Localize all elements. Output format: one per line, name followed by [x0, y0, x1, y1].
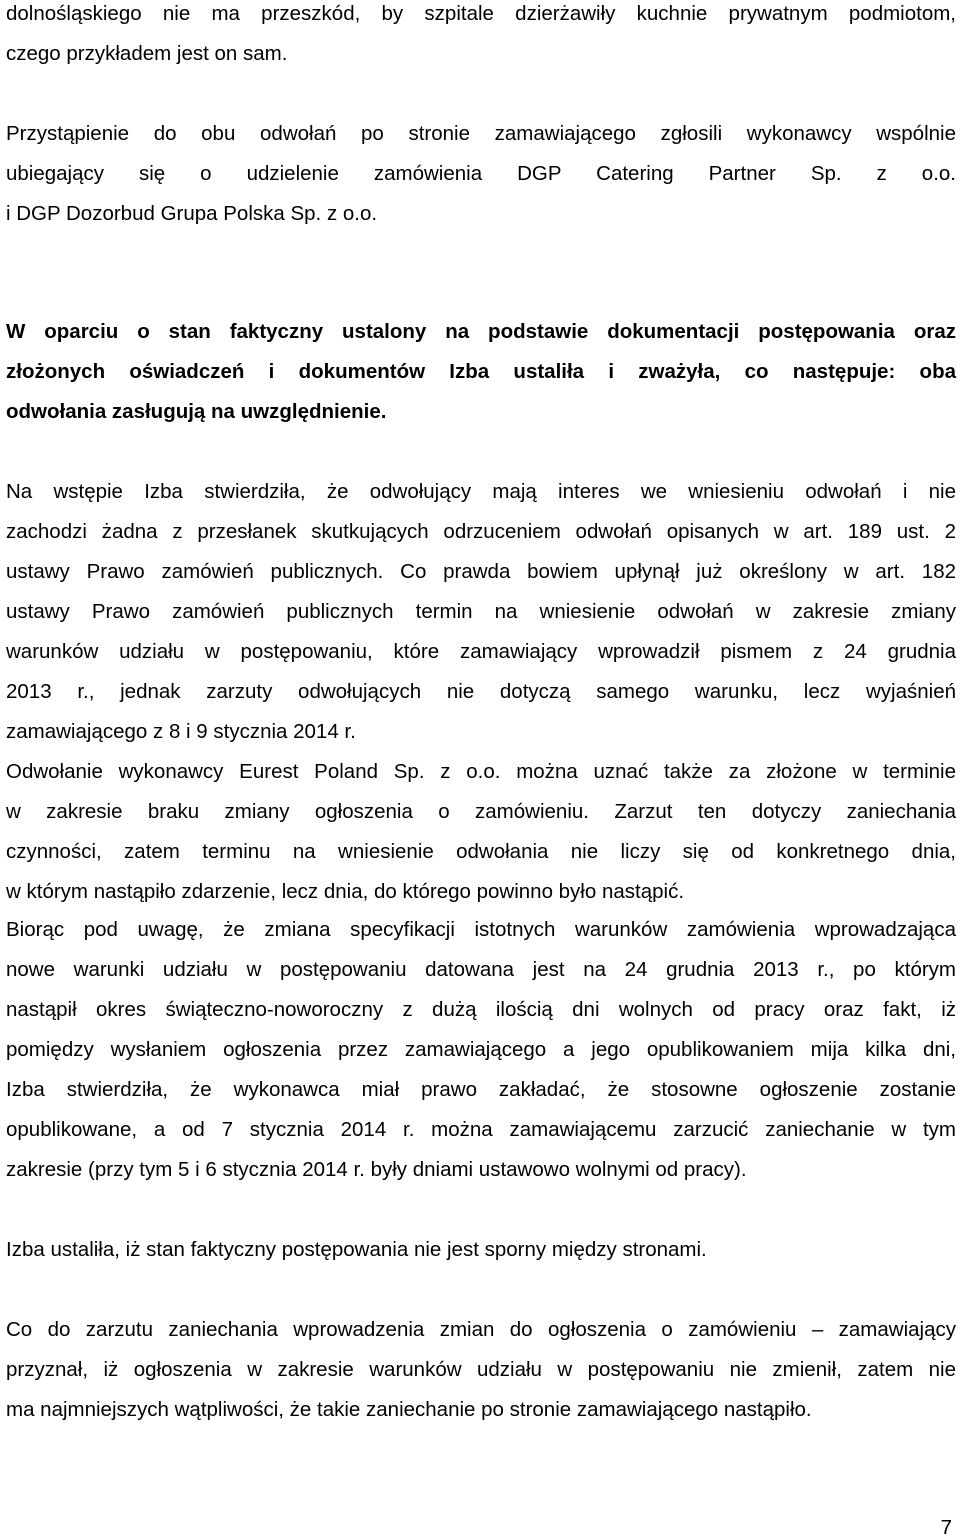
text-line: i DGP Dozorbud Grupa Polska Sp. z o.o.: [6, 202, 378, 225]
text-line: Izba ustaliła, iż stan faktyczny postępowania nie jest sporny między stronami.: [6, 1238, 707, 1261]
text-line: 2013 r., jednak zarzuty odwołujących nie dotyczą samego warunku, lecz wyjaśnień: [6, 680, 956, 703]
text-line: nastąpił okres świąteczno-noworoczny z dużą ilością dni wolnych od pracy oraz fakt, iż: [6, 998, 956, 1021]
text-line: ustawy Prawo zamówień publicznych. Co prawda bowiem upłynął już określony w art. 182: [6, 560, 956, 583]
text-line: warunków udziału w postępowaniu, które zamawiający wprowadził pismem z 24 grudnia: [6, 640, 956, 663]
text-line: zachodzi żadna z przesłanek skutkujących odrzuceniem odwołań opisanych w art. 189 ust. 2: [6, 520, 956, 543]
text-line: pomiędzy wysłaniem ogłoszenia przez zamawiającego a jego opublikowaniem mija kilka dni,: [6, 1038, 956, 1061]
text-line: Na wstępie Izba stwierdziła, że odwołujący mają interes we wniesieniu odwołań i nie: [6, 480, 956, 503]
text-line: Biorąc pod uwagę, że zmiana specyfikacji istotnych warunków zamówienia wprowadzająca: [6, 918, 956, 941]
text-line: ubiegający się o udzielenie zamówienia DGP Catering Partner Sp. z o.o.: [6, 162, 956, 185]
text-line: odwołania zasługują na uwzględnienie.: [6, 400, 387, 423]
text-line: Odwołanie wykonawcy Eurest Poland Sp. z o.o. można uznać także za złożone w terminie: [6, 760, 956, 783]
text-line: zakresie (przy tym 5 i 6 stycznia 2014 r. były dniami ustawowo wolnymi od pracy).: [6, 1158, 747, 1181]
text-line: W oparciu o stan faktyczny ustalony na podstawie dokumentacji postępowania oraz: [6, 320, 956, 343]
text-line: ustawy Prawo zamówień publicznych termin na wniesienie odwołań w zakresie zmiany: [6, 600, 956, 623]
text-line: czego przykładem jest on sam.: [6, 42, 288, 65]
text-line: w zakresie braku zmiany ogłoszenia o zamówieniu. Zarzut ten dotyczy zaniechania: [6, 800, 956, 823]
text-line: czynności, zatem terminu na wniesienie odwołania nie liczy się od konkretnego dnia,: [6, 840, 956, 863]
text-line: ma najmniejszych wątpliwości, że takie zaniechanie po stronie zamawiającego nastąpiło.: [6, 1398, 812, 1421]
text-line: opublikowane, a od 7 stycznia 2014 r. można zamawiającemu zarzucić zaniechanie w tym: [6, 1118, 956, 1141]
text-line: nowe warunki udziału w postępowaniu datowana jest na 24 grudnia 2013 r., po którym: [6, 958, 956, 981]
text-line: w którym nastąpiło zdarzenie, lecz dnia, do którego powinno było nastąpić.: [6, 880, 685, 903]
text-line: dolnośląskiego nie ma przeszkód, by szpitale dzierżawiły kuchnie prywatnym podmiotom,: [6, 2, 956, 25]
page-number: 7: [940, 1516, 952, 1539]
text-line: zamawiającego z 8 i 9 stycznia 2014 r.: [6, 720, 356, 743]
text-line: Przystąpienie do obu odwołań po stronie zamawiającego zgłosili wykonawcy wspólnie: [6, 122, 956, 145]
text-line: przyznał, iż ogłoszenia w zakresie warunków udziału w postępowaniu nie zmienił, zatem nie: [6, 1358, 956, 1381]
text-line: Izba stwierdziła, że wykonawca miał prawo zakładać, że stosowne ogłoszenie zostanie: [6, 1078, 956, 1101]
text-line: Co do zarzutu zaniechania wprowadzenia zmian do ogłoszenia o zamówieniu – zamawiający: [6, 1318, 956, 1341]
text-line: złożonych oświadczeń i dokumentów Izba ustaliła i zważyła, co następuje: oba: [6, 360, 956, 383]
